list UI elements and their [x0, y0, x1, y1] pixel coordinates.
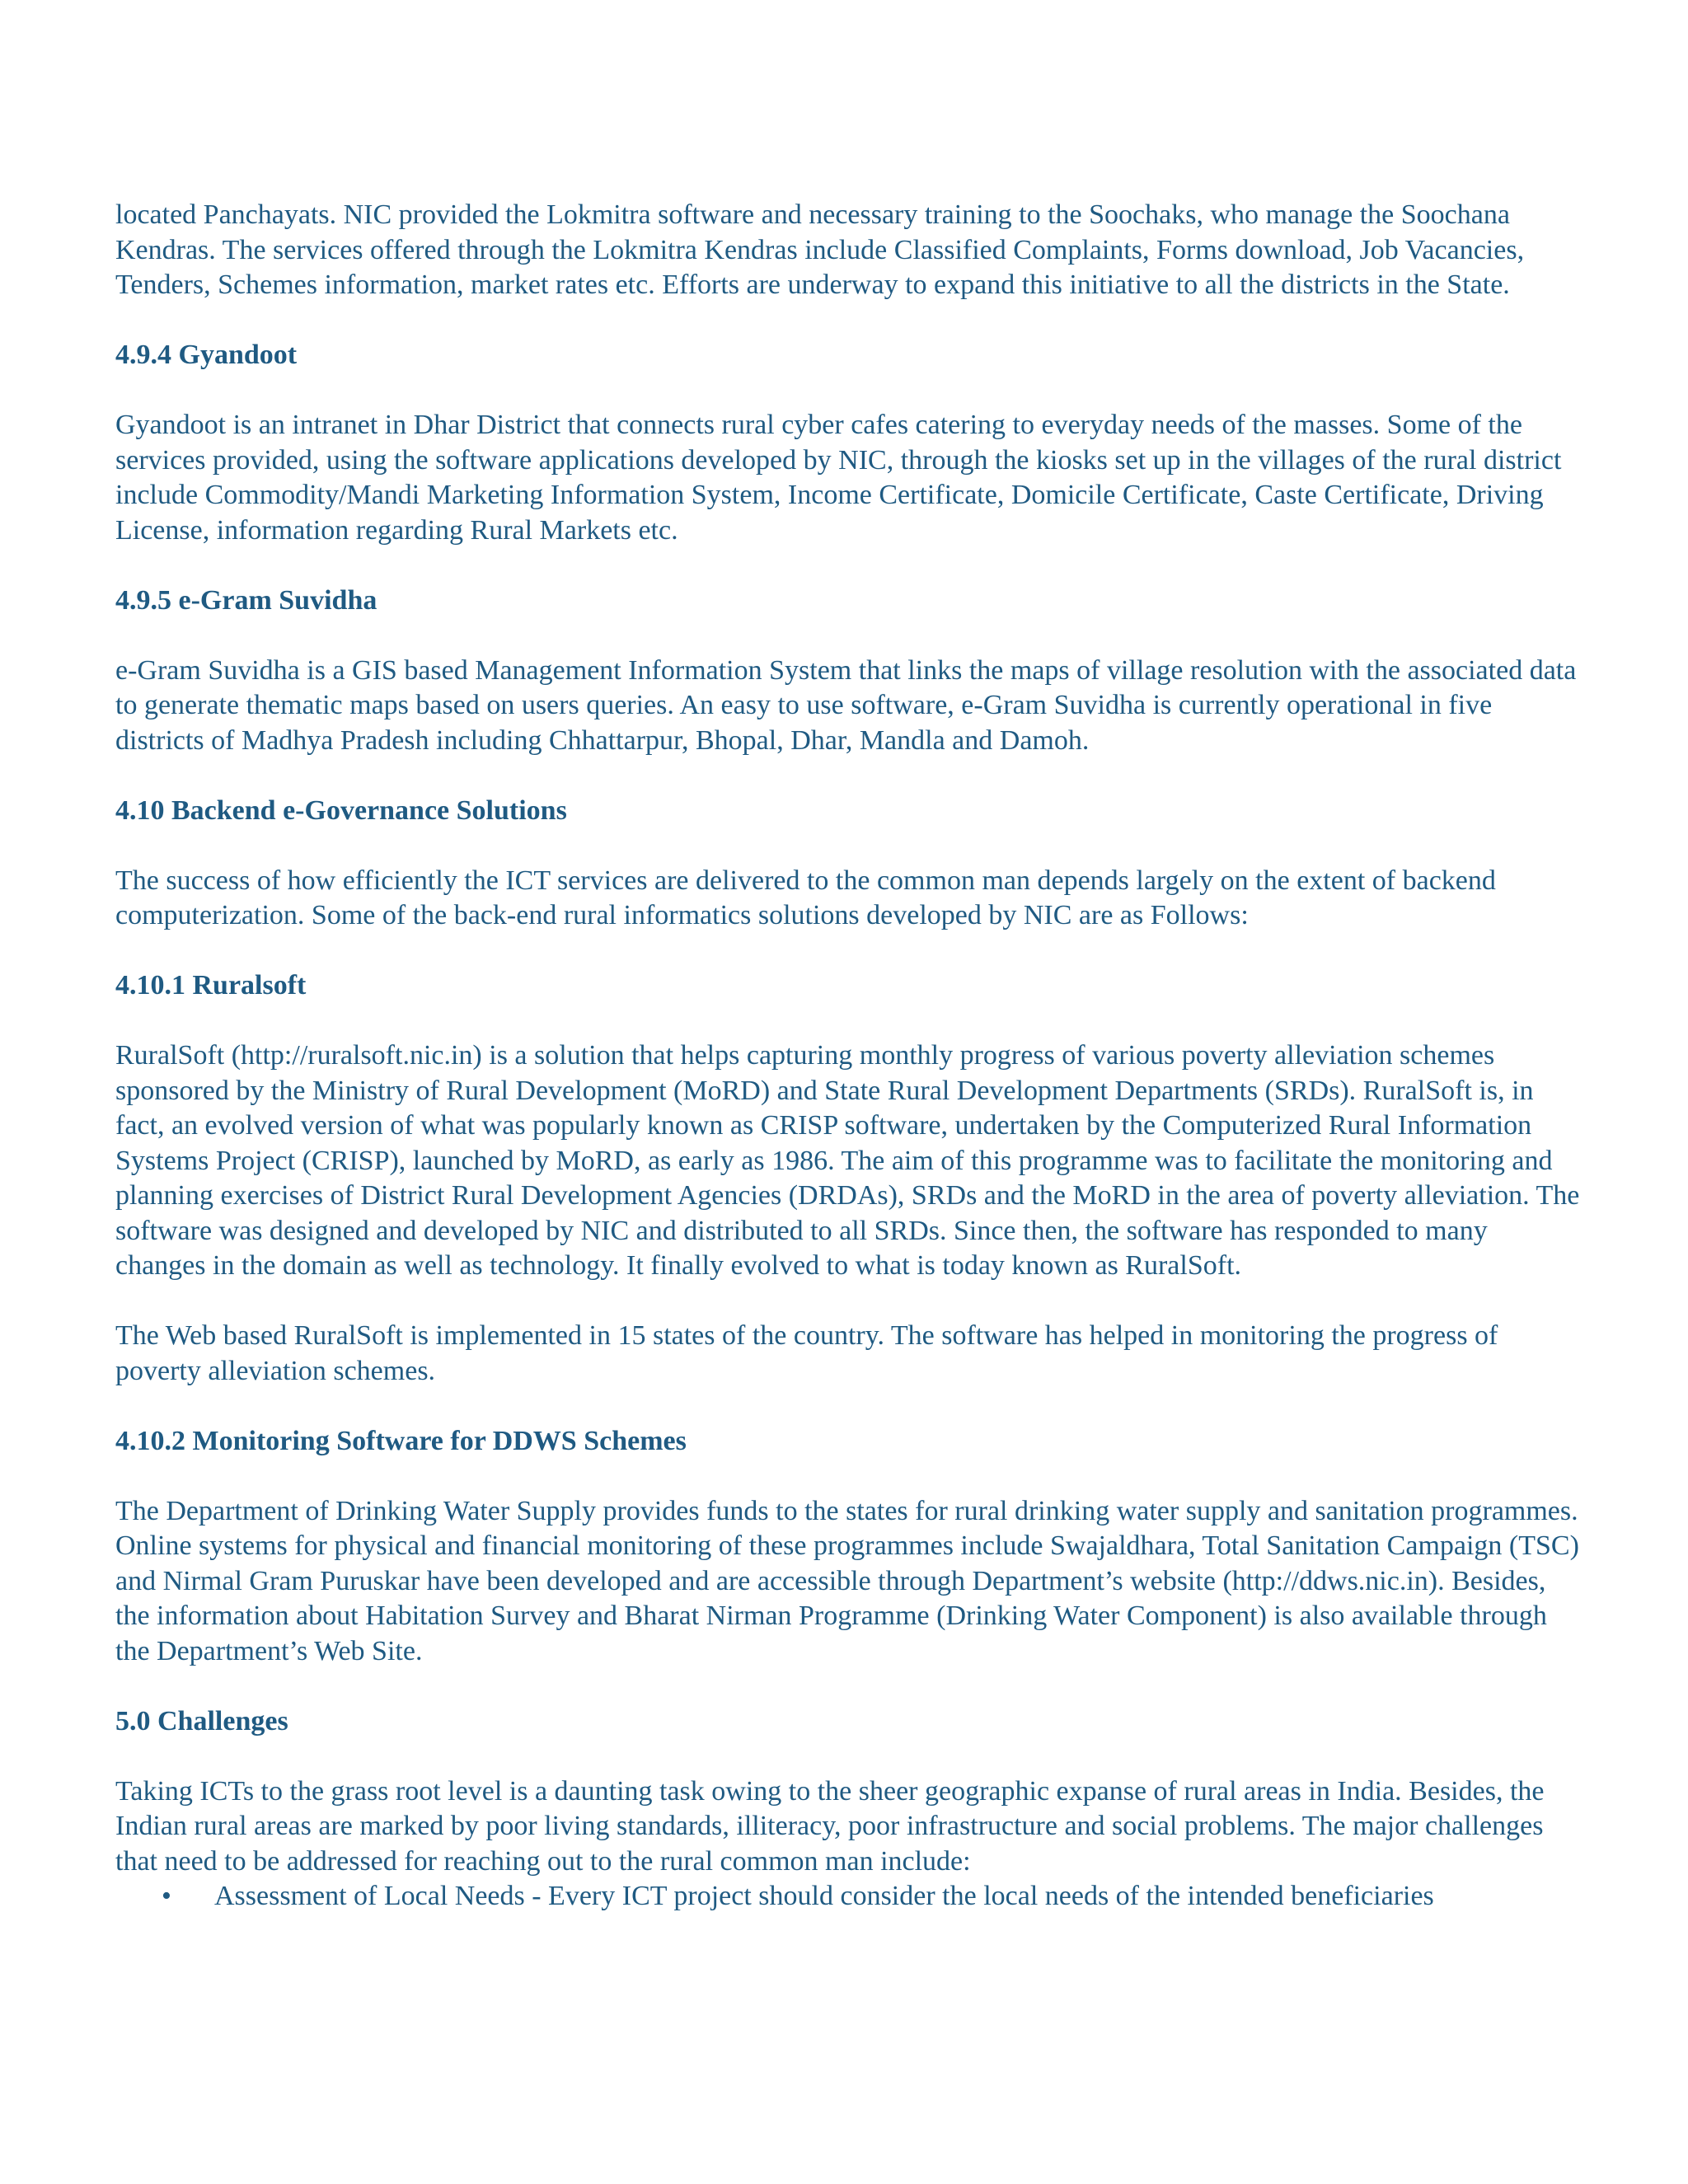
document-page	[115, 198, 1582, 1915]
heading-backend-solutions: 4.10 Backend e-Governance Solutions	[115, 794, 567, 826]
heading-gyandoot: 4.9.4 Gyandoot	[115, 340, 298, 370]
paragraph-gyandoot: Gyandoot is an intranet in Dhar District that connects rural cyber cafes catering to everyday needs of the masses. Some of the services provided, using the software applications developed by NIC, through the kiosks set up in the villages of the rural district include Commodity/Mandi Marketing Information System, Income Certificate, Domicile Certificate, Caste Certificate, Driving License, information regarding Rural Markets etc.	[115, 410, 1562, 546]
bullet-icon: •	[162, 1881, 171, 1911]
challenges-list	[115, 1879, 1582, 1915]
list-item-text: Assessment of Local Needs - Every ICT project should consider the local needs of the intended beneficiaries	[214, 1881, 1434, 1911]
paragraph-intro: located Panchayats. NIC provided the Lokmitra software and necessary training to the Soochaks, who manage the Soochana Kendras. The services offered through the Lokmitra Kendras include Classified Complaints, Forms download, Job Vacancies, Tenders, Schemes information, market rates etc. Efforts are underway to expand this initiative to all the districts in the State.	[115, 199, 1525, 300]
heading-ddws-monitoring: 4.10.2 Monitoring Software for DDWS Schemes	[115, 1425, 687, 1456]
list-item	[162, 1879, 1582, 1915]
paragraph-ruralsoft-2: The Web based RuralSoft is implemented in 15 states of the country. The software has helped in monitoring the progress of poverty alleviation schemes.	[115, 1320, 1498, 1386]
heading-challenges: 5.0 Challenges	[115, 1705, 288, 1736]
paragraph-egram-suvidha: e-Gram Suvidha is a GIS based Management Information System that links the maps of village resolution with the associated data to generate thematic maps based on users queries. An easy to use software, e-Gram Suvidha is currently operational in five districts of Madhya Pradesh including Chhattarpur, Bhopal, Dhar, Mandla and Damoh.	[115, 654, 1577, 756]
heading-egram-suvidha: 4.9.5 e-Gram Suvidha	[115, 584, 377, 616]
paragraph-ruralsoft-1: RuralSoft (http://ruralsoft.nic.in) is a solution that helps capturing monthly progress of various poverty alleviation schemes sponsored by the Ministry of Rural Development (MoRD) and State Rural Development Departments (SRDs). RuralSoft is, in fact, an evolved version of what was popularly known as CRISP software, undertaken by the Computerized Rural Information Systems Project (CRISP), launched by MoRD, as early as 1986. The aim of this programme was to facilitate the monitoring and planning exercises of District Rural Development Agencies (DRDAs), SRDs and the MoRD in the area of poverty alleviation. The software was designed and developed by NIC and distributed to all SRDs. Since then, the software has responded to many changes in the domain as well as technology. It finally evolved to what is today known as RuralSoft.	[115, 1040, 1580, 1281]
paragraph-ddws-monitoring: The Department of Drinking Water Supply provides funds to the states for rural drinking water supply and sanitation programmes. Online systems for physical and financial monitoring of these programmes include Swajaldhara, Total Sanitation Campaign (TSC) and Nirmal Gram Puruskar have been developed and are accessible through Department’s website (http://ddws.nic.in). Besides, the information about Habitation Survey and Bharat Nirman Programme (Drinking Water Component) is also available through the Department’s Web Site.	[115, 1495, 1579, 1666]
heading-ruralsoft: 4.10.1 Ruralsoft	[115, 970, 307, 1001]
paragraph-challenges: Taking ICTs to the grass root level is a daunting task owing to the sheer geographic expanse of rural areas in India. Besides, the Indian rural areas are marked by poor living standards, illiteracy, poor infrastructure and social problems. The major challenges that need to be addressed for reaching out to the rural common man include:	[115, 1775, 1545, 1877]
paragraph-backend-solutions: The success of how efficiently the ICT services are delivered to the common man depends largely on the extent of backend computerization. Some of the back-end rural informatics solutions developed by NIC are as Follows:	[115, 865, 1496, 930]
